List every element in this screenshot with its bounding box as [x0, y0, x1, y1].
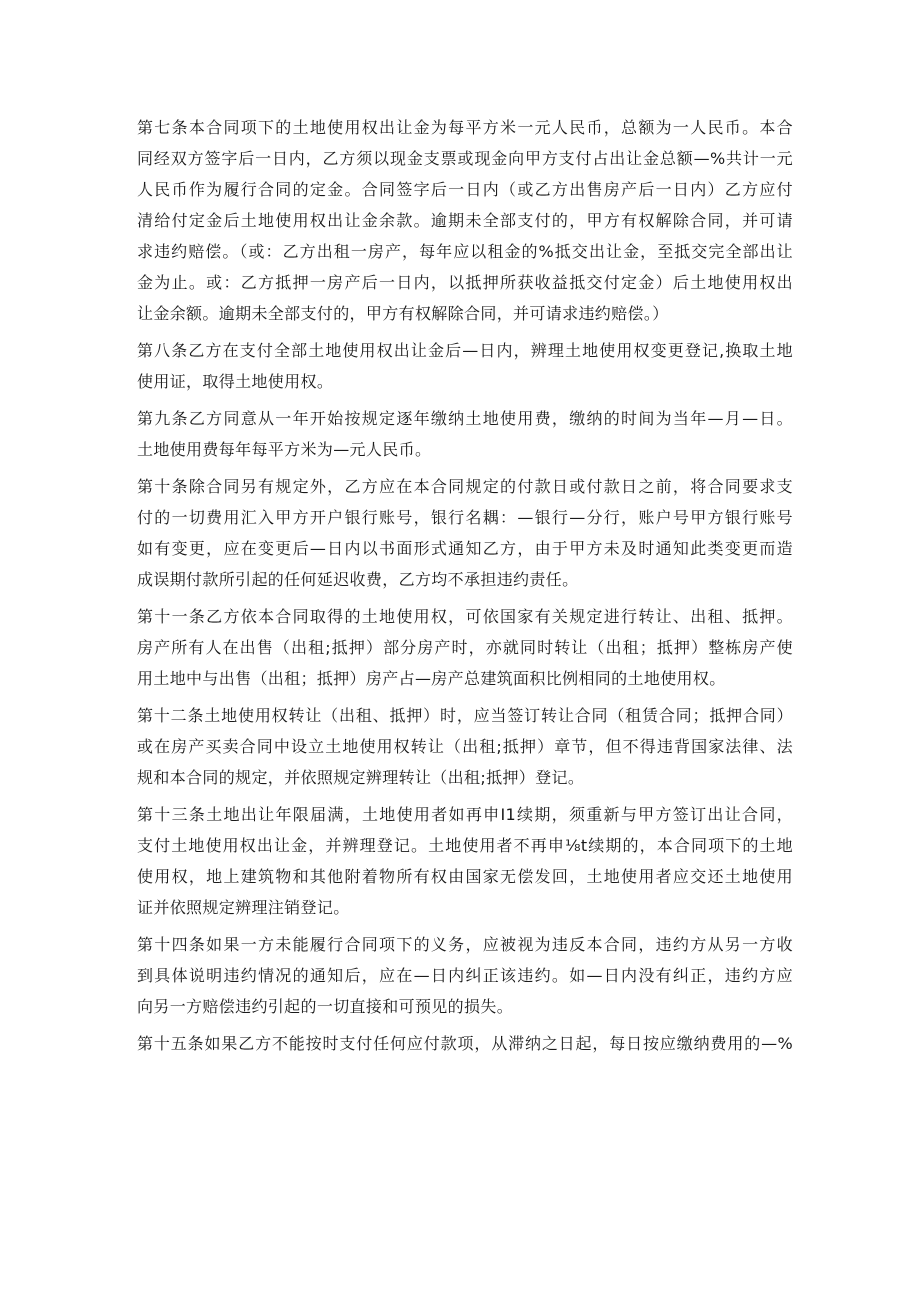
- clause-11: [137, 601, 793, 694]
- text-line: 第七条本合同项下的土地使用权出让金为每平方米一元人民币，总额为一人民币。本合: [137, 118, 793, 137]
- text-line: 求违约赔偿。（或：乙方出租一房产，每年应以租金的%抵交出让金，至抵交完全部出让: [137, 242, 793, 261]
- text-line: 证并依照规定辨理注销登记。: [137, 898, 350, 917]
- text-line: 房产所有人在出售（出租;抵押）部分房产时，亦就同时转让（出租；抵押）整栋房产使: [137, 638, 793, 657]
- text-line: 人民币作为履行合同的定金。合同签字后一日内（或乙方出售房产后一日内）乙方应付: [137, 180, 793, 199]
- text-line: 成误期付款所引起的任何延迟收费，乙方均不承担违约责任。: [137, 570, 579, 589]
- text-line: 土地使用费每年每平方米为—元人民币。: [137, 440, 432, 459]
- text-line: 使用证，取得土地使用权。: [137, 372, 334, 391]
- text-line: 付的一切费用汇入甲方开户银行账号，银行名耦：—银行—分行，账户号甲方银行账号: [137, 508, 793, 527]
- clause-8: [137, 335, 793, 397]
- text-line: 清给付定金后土地使用权出让金余款。逾期未全部支付的，甲方有权解除合同，并可请: [137, 211, 793, 230]
- clause-15: [137, 1028, 793, 1059]
- text-line: 第十条除合同另有规定外，乙方应在本合同规定的付款日或付款日之前，将合同要求支: [137, 477, 793, 496]
- clause-9: [137, 403, 793, 465]
- text-line: 第十一条乙方依本合同取得的土地使用权，可依国家有关规定进行转让、出租、抵押。: [137, 607, 793, 626]
- clause-12: [137, 700, 793, 793]
- clause-10: [137, 471, 793, 595]
- text-line: 让金余额。逾期未全部支付的，甲方有权解除合同，并可请求违约赔偿。）: [137, 304, 669, 323]
- text-line: 支付土地使用权出让金，并辨理登记。土地使用者不再申⅛t续期的，本合同项下的土地: [137, 836, 793, 855]
- text-line: 到具体说明违约情况的通知后，应在—日内纠正该违约。如—日内没有纠正，违约方应: [137, 966, 793, 985]
- text-line: 规和本合同的规定，并依照规定辨理转让（出租;抵押）登记。: [137, 768, 585, 787]
- text-line: 第十二条土地使用权转让（出租、抵押）时，应当签订转让合同（租赁合同；抵押合同）: [137, 706, 793, 725]
- text-line: 金为止。或：乙方抵押一房产后一日内，以抵押所获收益抵交付定金）后土地使用权出: [137, 273, 793, 292]
- text-line: 第十三条土地出让年限届满，土地使用者如再申I1续期，须重新与甲方签订出让合同，: [137, 805, 793, 824]
- text-line: 第八条乙方在支付全部土地使用权出让金后—日内，辨理土地使用权变更登记,换取土地: [137, 341, 793, 360]
- text-line: 同经双方签字后一日内，乙方须以现金支票或现金向甲方支付占出让金总额—%共计一元: [137, 149, 793, 168]
- text-line: 第九条乙方同意从一年开始按规定逐年缴纳土地使用费，缴纳的时间为当年—月—日。: [137, 409, 793, 428]
- clause-7: [137, 112, 793, 329]
- text-line: 如有变更，应在变更后—日内以书面形式通知乙方，由于甲方未及时通知此类变更而造: [137, 539, 793, 558]
- text-line: 第十四条如果一方未能履行合同项下的义务，应被视为违反本合同，违约方从另一方收: [137, 935, 793, 954]
- text-line: 使用权，地上建筑物和其他附着物所有权由国家无偿发回，土地使用者应交还土地使用: [137, 867, 793, 886]
- document-body: [137, 112, 793, 1059]
- clause-13: [137, 799, 793, 923]
- text-line: 用土地中与出售（出租；抵押）房产占—房产总建筑面积比例相同的土地使用权。: [137, 669, 726, 688]
- text-line: 或在房产买卖合同中设立土地使用权转让（出租;抵押）章节，但不得违背国家法律、法: [137, 737, 793, 756]
- text-line: 第十五条如果乙方不能按时支付任何应付款项，从滞纳之日起，每日按应缴纳费用的—%: [137, 1034, 793, 1053]
- text-line: 向另一方赔偿违约引起的一切直接和可预见的损失。: [137, 997, 514, 1016]
- clause-14: [137, 929, 793, 1022]
